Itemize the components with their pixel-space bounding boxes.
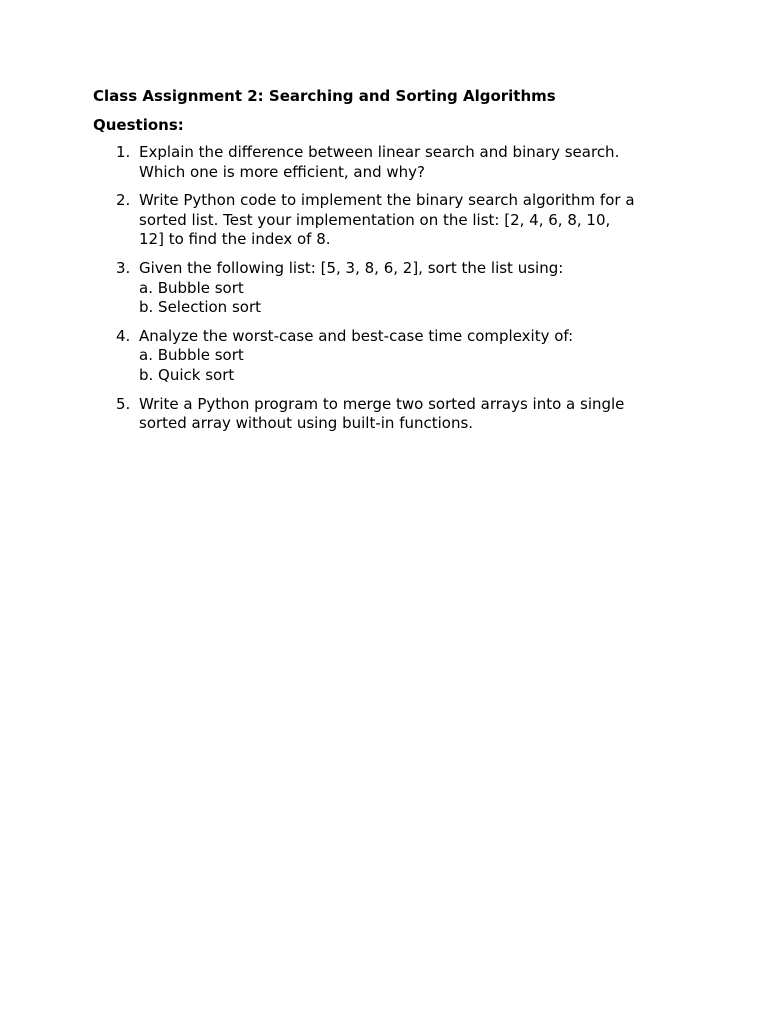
question-text-line: Given the following list: [5, 3, 8, 6, 2], sort the list using: [139, 258, 564, 277]
questions-heading: Questions: [93, 116, 184, 134]
question-text-line: Write a Python program to merge two sorted arrays into a single [139, 394, 625, 413]
question-text-line: Explain the difference between linear search and binary search. [139, 143, 620, 161]
question-item-5 [93, 395, 673, 434]
question-item-1 [93, 143, 673, 182]
question-subitem: a. Bubble sort [139, 278, 244, 297]
question-number: 4. [116, 326, 131, 345]
question-text-line: Analyze the worst-case and best-case time complexity of: [139, 326, 574, 345]
question-text-line: 12] to find the index of 8. [139, 230, 331, 249]
question-item-3 [93, 259, 673, 318]
question-text-line: Write Python code to implement the binary search algorithm for a [139, 191, 635, 210]
question-item-4 [93, 327, 673, 386]
question-subitem: b. Selection sort [139, 298, 261, 317]
question-number: 1. [116, 143, 131, 161]
question-number: 2. [116, 191, 131, 210]
document-content [93, 86, 673, 443]
question-item-2 [93, 191, 673, 250]
question-text-line: sorted list. Test your implementation on the list: [2, 4, 6, 8, 10, [139, 210, 611, 229]
question-number: 5. [116, 394, 131, 413]
question-subitem: a. Bubble sort [139, 346, 244, 365]
question-number: 3. [116, 258, 131, 277]
question-text-line: sorted array without using built-in functions. [139, 414, 474, 433]
question-text-line: Which one is more efficient, and why? [139, 162, 425, 181]
assignment-title: Class Assignment 2: Searching and Sorting Algorithms [93, 87, 556, 105]
question-subitem: b. Quick sort [139, 365, 235, 384]
questions-list [93, 143, 673, 434]
